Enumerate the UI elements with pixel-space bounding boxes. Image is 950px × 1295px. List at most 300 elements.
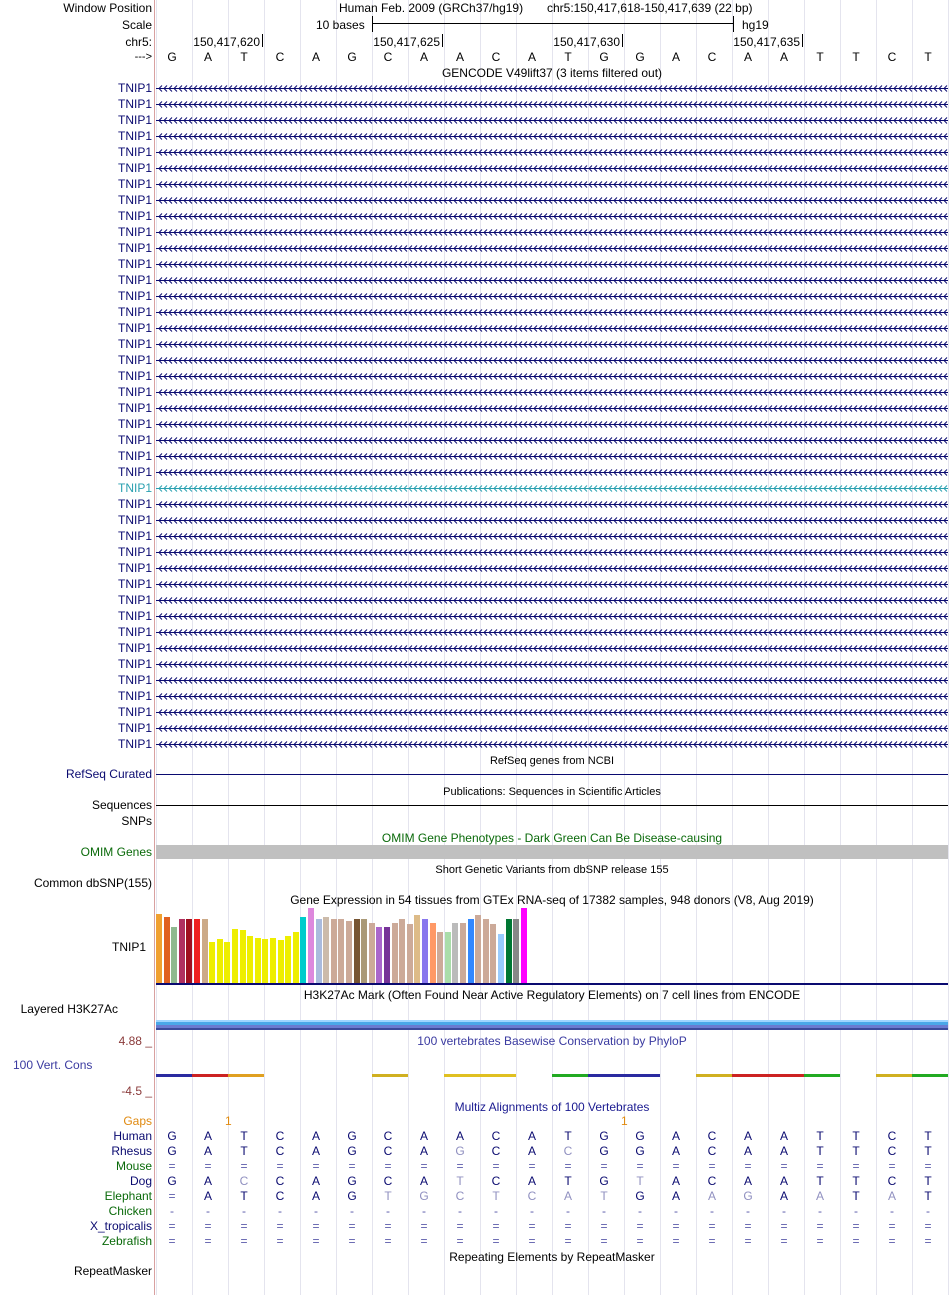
gencode-transcript[interactable]	[156, 372, 948, 381]
alignment-base: C	[275, 1144, 285, 1158]
gtex-tissue-bar[interactable]	[369, 923, 375, 983]
alignment-base: G	[635, 1144, 645, 1158]
gtex-tissue-bar[interactable]	[460, 923, 466, 983]
multiz-title: Multiz Alignments of 100 Vertebrates	[454, 1100, 650, 1114]
phylop-bar	[372, 1074, 408, 1077]
gencode-transcript[interactable]	[156, 692, 948, 701]
alignment-base: =	[672, 1219, 680, 1233]
gencode-gene-label[interactable]: TNIP1	[117, 385, 152, 399]
alignment-base: =	[240, 1219, 248, 1233]
gtex-tissue-bar[interactable]	[171, 927, 177, 983]
gencode-gene-label[interactable]: TNIP1	[117, 161, 152, 175]
h3k27ac-title: H3K27Ac Mark (Often Found Near Active Regulatory Elements) on 7 cell lines from ENCODE	[303, 988, 801, 1002]
gtex-tissue-bar[interactable]	[376, 927, 382, 983]
gencode-transcript[interactable]	[156, 484, 948, 493]
gencode-gene-label[interactable]: TNIP1	[117, 657, 152, 671]
gencode-gene-label[interactable]: TNIP1	[117, 449, 152, 463]
alignment-base: =	[528, 1159, 536, 1173]
phylop-bar	[696, 1074, 732, 1077]
alignment-base: =	[276, 1234, 284, 1248]
sequence-base[interactable]: A	[419, 50, 428, 64]
gencode-gene-label[interactable]: TNIP1	[117, 193, 152, 207]
gtex-tissue-bar[interactable]	[202, 919, 208, 983]
alignment-base: C	[491, 1129, 501, 1143]
gtex-tissue-bar[interactable]	[399, 919, 405, 983]
species-label[interactable]: Rhesus	[111, 1144, 152, 1158]
sequence-base[interactable]: C	[275, 50, 285, 64]
alignment-base: C	[383, 1144, 393, 1158]
gtex-tissue-bar[interactable]	[407, 924, 413, 983]
sequence-base[interactable]: T	[564, 50, 572, 64]
gtex-tissue-bar[interactable]	[506, 919, 512, 983]
gencode-gene-label[interactable]: TNIP1	[117, 481, 152, 495]
sequence-base[interactable]: T	[240, 50, 248, 64]
gencode-transcript[interactable]	[156, 660, 948, 669]
gencode-gene-label[interactable]: TNIP1	[117, 273, 152, 287]
gencode-transcript[interactable]	[156, 340, 948, 349]
gencode-transcript[interactable]	[156, 308, 948, 317]
alignment-base: T	[456, 1174, 464, 1188]
pubs-label[interactable]: Sequences	[91, 798, 152, 812]
gtex-tissue-bar[interactable]	[217, 939, 223, 983]
alignment-base: -	[494, 1204, 498, 1218]
alignment-base: =	[780, 1219, 788, 1233]
gencode-transcript[interactable]	[156, 260, 948, 269]
sequence-base[interactable]: C	[707, 50, 717, 64]
alignment-base: T	[564, 1129, 572, 1143]
gtex-tissue-bar[interactable]	[384, 927, 390, 983]
phylop-bar	[480, 1074, 516, 1077]
omim-bar[interactable]	[156, 845, 948, 859]
alignment-base: T	[924, 1189, 932, 1203]
gencode-transcript[interactable]	[156, 596, 948, 605]
alignment-base: A	[743, 1144, 752, 1158]
alignment-base: -	[602, 1204, 606, 1218]
alignment-base: -	[206, 1204, 210, 1218]
pubs-title: Publications: Sequences in Scientific Articles	[443, 786, 661, 798]
gtex-tissue-bar[interactable]	[392, 923, 398, 983]
gencode-transcript[interactable]	[156, 612, 948, 621]
h3k27ac-signal[interactable]	[156, 1020, 948, 1030]
alignment-base: =	[852, 1234, 860, 1248]
coordinate-tick-label: 150,417,635	[733, 35, 800, 49]
gencode-gene-label[interactable]: TNIP1	[117, 417, 152, 431]
scale-text: 10 bases	[316, 18, 365, 32]
gencode-transcript[interactable]	[156, 84, 948, 93]
gencode-gene-label[interactable]: TNIP1	[117, 529, 152, 543]
gencode-transcript[interactable]	[156, 420, 948, 429]
gencode-transcript[interactable]	[156, 276, 948, 285]
gencode-transcript[interactable]	[156, 676, 948, 685]
gtex-tissue-bar[interactable]	[156, 914, 162, 983]
alignment-base: =	[744, 1159, 752, 1173]
alignment-base: T	[852, 1174, 860, 1188]
alignment-base: A	[203, 1189, 212, 1203]
refseq-title: RefSeq genes from NCBI	[489, 755, 615, 767]
phylop-bar	[552, 1074, 588, 1077]
gtex-tissue-bar[interactable]	[164, 917, 170, 983]
species-label[interactable]: X_tropicalis	[89, 1219, 152, 1233]
window-position-label: Window Position	[63, 1, 152, 15]
gtex-baseline	[156, 983, 948, 985]
phylop-bar	[444, 1074, 480, 1077]
gencode-gene-label[interactable]: TNIP1	[117, 513, 152, 527]
alignment-base: =	[636, 1219, 644, 1233]
gtex-tissue-bar[interactable]	[346, 921, 352, 983]
gencode-gene-label[interactable]: TNIP1	[117, 689, 152, 703]
gtex-tissue-bar[interactable]	[247, 936, 253, 983]
gencode-transcript[interactable]	[156, 564, 948, 573]
gencode-transcript[interactable]	[156, 164, 948, 173]
gencode-gene-label[interactable]: TNIP1	[117, 241, 152, 255]
dbsnp-label[interactable]: Common dbSNP(155)	[33, 876, 152, 890]
gencode-gene-label[interactable]: TNIP1	[117, 545, 152, 559]
alignment-base: A	[671, 1189, 680, 1203]
h3k27ac-label[interactable]: Layered H3K27Ac	[20, 1002, 118, 1016]
alignment-base: A	[203, 1174, 212, 1188]
gencode-gene-label[interactable]: TNIP1	[117, 561, 152, 575]
pubs-line	[156, 805, 948, 806]
gtex-tissue-bar[interactable]	[331, 919, 337, 983]
sequence-base[interactable]: A	[779, 50, 788, 64]
phylop-bar	[192, 1074, 228, 1077]
alignment-base: C	[563, 1144, 573, 1158]
gtex-tissue-bar[interactable]	[300, 917, 306, 983]
alignment-base: A	[707, 1189, 716, 1203]
gencode-gene-label[interactable]: TNIP1	[117, 625, 152, 639]
gencode-transcript[interactable]	[156, 628, 948, 637]
gtex-tissue-bar[interactable]	[262, 939, 268, 983]
gencode-transcript[interactable]	[156, 244, 948, 253]
alignment-base: =	[384, 1159, 392, 1173]
gtex-tissue-bar[interactable]	[338, 919, 344, 983]
alignment-base: =	[312, 1159, 320, 1173]
coordinate-tick-mark	[442, 34, 443, 47]
alignment-base: A	[671, 1129, 680, 1143]
gtex-tissue-bar[interactable]	[361, 919, 367, 983]
gtex-tissue-bar[interactable]	[422, 919, 428, 983]
gtex-tissue-bar[interactable]	[232, 929, 238, 983]
alignment-base: C	[527, 1189, 537, 1203]
alignment-base: T	[852, 1129, 860, 1143]
alignment-base: A	[311, 1144, 320, 1158]
gencode-gene-label[interactable]: TNIP1	[117, 577, 152, 591]
alignment-base: C	[383, 1129, 393, 1143]
dbsnp-title: Short Genetic Variants from dbSNP release 155	[435, 864, 669, 876]
alignment-base: =	[888, 1219, 896, 1233]
gencode-gene-label[interactable]: TNIP1	[117, 673, 152, 687]
assembly-title: Human Feb. 2009 (GRCh37/hg19)	[339, 1, 524, 15]
gencode-transcript[interactable]	[156, 292, 948, 301]
alignment-base: -	[926, 1204, 930, 1218]
alignment-base: =	[564, 1219, 572, 1233]
alignment-base: A	[311, 1174, 320, 1188]
gencode-gene-label[interactable]: TNIP1	[117, 433, 152, 447]
sequence-base[interactable]: A	[455, 50, 464, 64]
gaps-label[interactable]: Gaps	[123, 1114, 152, 1128]
gencode-gene-label[interactable]: TNIP1	[117, 593, 152, 607]
gtex-tissue-bar[interactable]	[316, 919, 322, 983]
gencode-gene-label[interactable]: TNIP1	[117, 721, 152, 735]
gtex-tissue-bar[interactable]	[209, 942, 215, 983]
phylop-bar	[588, 1074, 624, 1077]
refseq-label[interactable]: RefSeq Curated	[65, 767, 152, 781]
alignment-base: G	[743, 1189, 753, 1203]
alignment-base: =	[348, 1219, 356, 1233]
alignment-base: C	[707, 1129, 717, 1143]
gencode-transcript[interactable]	[156, 580, 948, 589]
alignment-base: A	[887, 1189, 896, 1203]
gencode-gene-label[interactable]: TNIP1	[117, 321, 152, 335]
gencode-gene-label[interactable]: TNIP1	[117, 337, 152, 351]
gtex-tissue-bar[interactable]	[430, 923, 436, 983]
gencode-gene-label[interactable]: TNIP1	[117, 353, 152, 367]
gtex-tissue-bar[interactable]	[483, 919, 489, 983]
alignment-base: =	[420, 1219, 428, 1233]
species-label[interactable]: Chicken	[108, 1204, 152, 1218]
coordinate-tick-mark	[262, 34, 263, 47]
alignment-base: A	[419, 1174, 428, 1188]
alignment-base: =	[492, 1159, 500, 1173]
gencode-transcript[interactable]	[156, 148, 948, 157]
gencode-transcript[interactable]	[156, 132, 948, 141]
gencode-transcript[interactable]	[156, 532, 948, 541]
alignment-base: C	[491, 1144, 501, 1158]
gap-mark: 1	[621, 1114, 628, 1128]
alignment-base: =	[348, 1159, 356, 1173]
gtex-tissue-bar[interactable]	[285, 936, 291, 983]
alignment-base: -	[422, 1204, 426, 1218]
gtex-tissue-bar[interactable]	[521, 908, 527, 983]
gtex-tissue-bar[interactable]	[354, 919, 360, 983]
gencode-gene-label[interactable]: TNIP1	[117, 497, 152, 511]
sequence-base[interactable]: G	[167, 50, 177, 64]
gtex-tissue-bar[interactable]	[323, 917, 329, 983]
sequence-base[interactable]: C	[383, 50, 393, 64]
sequence-base[interactable]: A	[203, 50, 212, 64]
alignment-base: =	[852, 1159, 860, 1173]
coordinate-tick-mark	[802, 34, 803, 47]
alignment-base: =	[348, 1234, 356, 1248]
alignment-base: =	[168, 1219, 176, 1233]
gtex-tissue-bar[interactable]	[293, 932, 299, 983]
alignment-base: -	[746, 1204, 750, 1218]
gtex-tissue-bar[interactable]	[240, 930, 246, 983]
alignment-base: =	[924, 1159, 932, 1173]
gencode-gene-label[interactable]: TNIP1	[117, 257, 152, 271]
species-label[interactable]: Human	[113, 1129, 152, 1143]
gencode-gene-label[interactable]: TNIP1	[117, 81, 152, 95]
alignment-base: T	[384, 1189, 392, 1203]
alignment-base: -	[674, 1204, 678, 1218]
alignment-base: =	[924, 1234, 932, 1248]
gencode-transcript[interactable]	[156, 356, 948, 365]
phylop-bar	[228, 1074, 264, 1077]
gencode-gene-label[interactable]: TNIP1	[117, 113, 152, 127]
gtex-tissue-bar[interactable]	[186, 919, 192, 983]
position-text: chr5:150,417,618-150,417,639 (22 bp)	[547, 1, 753, 15]
alignment-base: A	[779, 1129, 788, 1143]
alignment-base: G	[635, 1129, 645, 1143]
gtex-expression-chart[interactable]	[156, 908, 948, 983]
gencode-transcript[interactable]	[156, 324, 948, 333]
alignment-base: A	[779, 1189, 788, 1203]
alignment-base: =	[204, 1219, 212, 1233]
sequence-base[interactable]: T	[816, 50, 824, 64]
strand-label[interactable]: --->	[134, 51, 152, 63]
alignment-base: -	[638, 1204, 642, 1218]
species-label[interactable]: Zebrafish	[101, 1234, 152, 1248]
sequence-base[interactable]: A	[311, 50, 320, 64]
gencode-gene-label[interactable]: TNIP1	[117, 641, 152, 655]
gtex-tissue-bar[interactable]	[452, 923, 458, 983]
gencode-gene-label[interactable]: TNIP1	[117, 737, 152, 751]
gtex-tissue-bar[interactable]	[513, 919, 519, 983]
gencode-gene-label[interactable]: TNIP1	[117, 145, 152, 159]
alignment-base: C	[275, 1174, 285, 1188]
phylop-bar	[876, 1074, 912, 1077]
gencode-transcript[interactable]	[156, 404, 948, 413]
alignment-base: =	[600, 1234, 608, 1248]
species-label[interactable]: Elephant	[104, 1189, 152, 1203]
gtex-tissue-bar[interactable]	[255, 938, 261, 983]
alignment-base: -	[170, 1204, 174, 1218]
alignment-base: G	[167, 1174, 177, 1188]
alignment-base: G	[599, 1129, 609, 1143]
species-label[interactable]: Dog	[129, 1174, 152, 1188]
gencode-gene-label[interactable]: TNIP1	[117, 401, 152, 415]
gencode-gene-label[interactable]: TNIP1	[117, 465, 152, 479]
repeatmasker-label[interactable]: RepeatMasker	[73, 1264, 152, 1278]
gtex-tissue-bar[interactable]	[224, 942, 230, 983]
alignment-base: =	[780, 1159, 788, 1173]
gencode-transcript[interactable]	[156, 468, 948, 477]
gencode-gene-label[interactable]: TNIP1	[117, 209, 152, 223]
gencode-gene-label[interactable]: TNIP1	[117, 129, 152, 143]
gtex-tissue-bar[interactable]	[278, 940, 284, 983]
omim-title: OMIM Gene Phenotypes - Dark Green Can Be Disease-causing	[381, 831, 723, 845]
alignment-base: =	[672, 1234, 680, 1248]
alignment-base: -	[314, 1204, 318, 1218]
gencode-gene-label[interactable]: TNIP1	[117, 289, 152, 303]
gencode-transcript[interactable]	[156, 100, 948, 109]
gencode-transcript[interactable]	[156, 452, 948, 461]
sequence-base[interactable]: A	[527, 50, 536, 64]
gencode-gene-label[interactable]: TNIP1	[117, 705, 152, 719]
gencode-gene-label[interactable]: TNIP1	[117, 177, 152, 191]
gencode-transcript[interactable]	[156, 388, 948, 397]
snps-label[interactable]: SNPs	[121, 814, 152, 828]
sequence-base[interactable]: T	[852, 50, 860, 64]
gtex-tissue-bar[interactable]	[308, 908, 314, 983]
gencode-transcript[interactable]	[156, 180, 948, 189]
alignment-base: -	[350, 1204, 354, 1218]
alignment-base: =	[276, 1159, 284, 1173]
alignment-base: -	[386, 1204, 390, 1218]
gencode-gene-label[interactable]: TNIP1	[117, 369, 152, 383]
alignment-base: T	[852, 1189, 860, 1203]
species-label[interactable]: Mouse	[115, 1159, 152, 1173]
gencode-transcript[interactable]	[156, 212, 948, 221]
gtex-tissue-bar[interactable]	[194, 919, 200, 983]
alignment-base: A	[419, 1129, 428, 1143]
phylop-bar	[768, 1074, 804, 1077]
sequence-base[interactable]: A	[743, 50, 752, 64]
gencode-transcript[interactable]	[156, 516, 948, 525]
gencode-gene-label[interactable]: TNIP1	[117, 97, 152, 111]
gtex-title: Gene Expression in 54 tissues from GTEx RNA-seq of 17382 samples, 948 donors (V8, Aug 2019)	[290, 893, 814, 907]
sequence-base[interactable]: C	[491, 50, 501, 64]
gtex-tissue-bar[interactable]	[414, 915, 420, 983]
gencode-transcript[interactable]	[156, 740, 948, 749]
alignment-base: -	[458, 1204, 462, 1218]
alignment-base: G	[455, 1144, 465, 1158]
alignment-base: =	[312, 1234, 320, 1248]
alignment-base: =	[492, 1234, 500, 1248]
alignment-base: T	[924, 1129, 932, 1143]
gtex-tissue-bar[interactable]	[468, 919, 474, 983]
alignment-base: A	[527, 1174, 536, 1188]
gencode-transcript[interactable]	[156, 500, 948, 509]
alignment-base: A	[671, 1144, 680, 1158]
gtex-tissue-bar[interactable]	[445, 932, 451, 983]
gtex-tissue-bar[interactable]	[179, 919, 185, 983]
alignment-base: -	[818, 1204, 822, 1218]
alignment-base: =	[384, 1219, 392, 1233]
alignment-base: =	[888, 1159, 896, 1173]
alignment-base: =	[456, 1159, 464, 1173]
sequence-base[interactable]: G	[599, 50, 609, 64]
alignment-base: =	[456, 1234, 464, 1248]
coordinate-tick-label: 150,417,620	[193, 35, 260, 49]
phylop-bar	[624, 1074, 660, 1077]
gencode-transcript[interactable]	[156, 436, 948, 445]
gencode-transcript[interactable]	[156, 116, 948, 125]
omim-label[interactable]: OMIM Genes	[80, 845, 152, 859]
gencode-transcript[interactable]	[156, 724, 948, 733]
gtex-tissue-bar[interactable]	[270, 938, 276, 983]
alignment-base: C	[887, 1129, 897, 1143]
gencode-transcript[interactable]	[156, 708, 948, 717]
gtex-tissue-bar[interactable]	[475, 915, 481, 983]
alignment-base: G	[167, 1129, 177, 1143]
repeatmasker-title: Repeating Elements by RepeatMasker	[449, 1250, 655, 1264]
gtex-tissue-bar[interactable]	[437, 932, 443, 983]
sequence-base[interactable]: G	[347, 50, 357, 64]
gencode-transcript[interactable]	[156, 548, 948, 557]
gencode-gene-label[interactable]: TNIP1	[117, 305, 152, 319]
alignment-base: =	[420, 1234, 428, 1248]
chrom-label: chr5:	[125, 35, 152, 49]
sequence-base[interactable]: G	[635, 50, 645, 64]
sequence-base[interactable]: C	[887, 50, 897, 64]
phylop-label[interactable]: 100 Vert. Cons	[13, 1058, 93, 1072]
gtex-tissue-bar[interactable]	[498, 934, 504, 983]
gtex-gene-label[interactable]: TNIP1	[111, 940, 146, 954]
sequence-base[interactable]: T	[924, 50, 932, 64]
gencode-transcript[interactable]	[156, 228, 948, 237]
gencode-transcript[interactable]	[156, 644, 948, 653]
alignment-base: =	[888, 1234, 896, 1248]
gencode-transcript[interactable]	[156, 196, 948, 205]
alignment-base: A	[311, 1189, 320, 1203]
sequence-base[interactable]: A	[671, 50, 680, 64]
gencode-gene-label[interactable]: TNIP1	[117, 225, 152, 239]
alignment-base: A	[743, 1174, 752, 1188]
gtex-tissue-bar[interactable]	[490, 924, 496, 983]
gencode-gene-label[interactable]: TNIP1	[117, 609, 152, 623]
alignment-base: T	[240, 1129, 248, 1143]
